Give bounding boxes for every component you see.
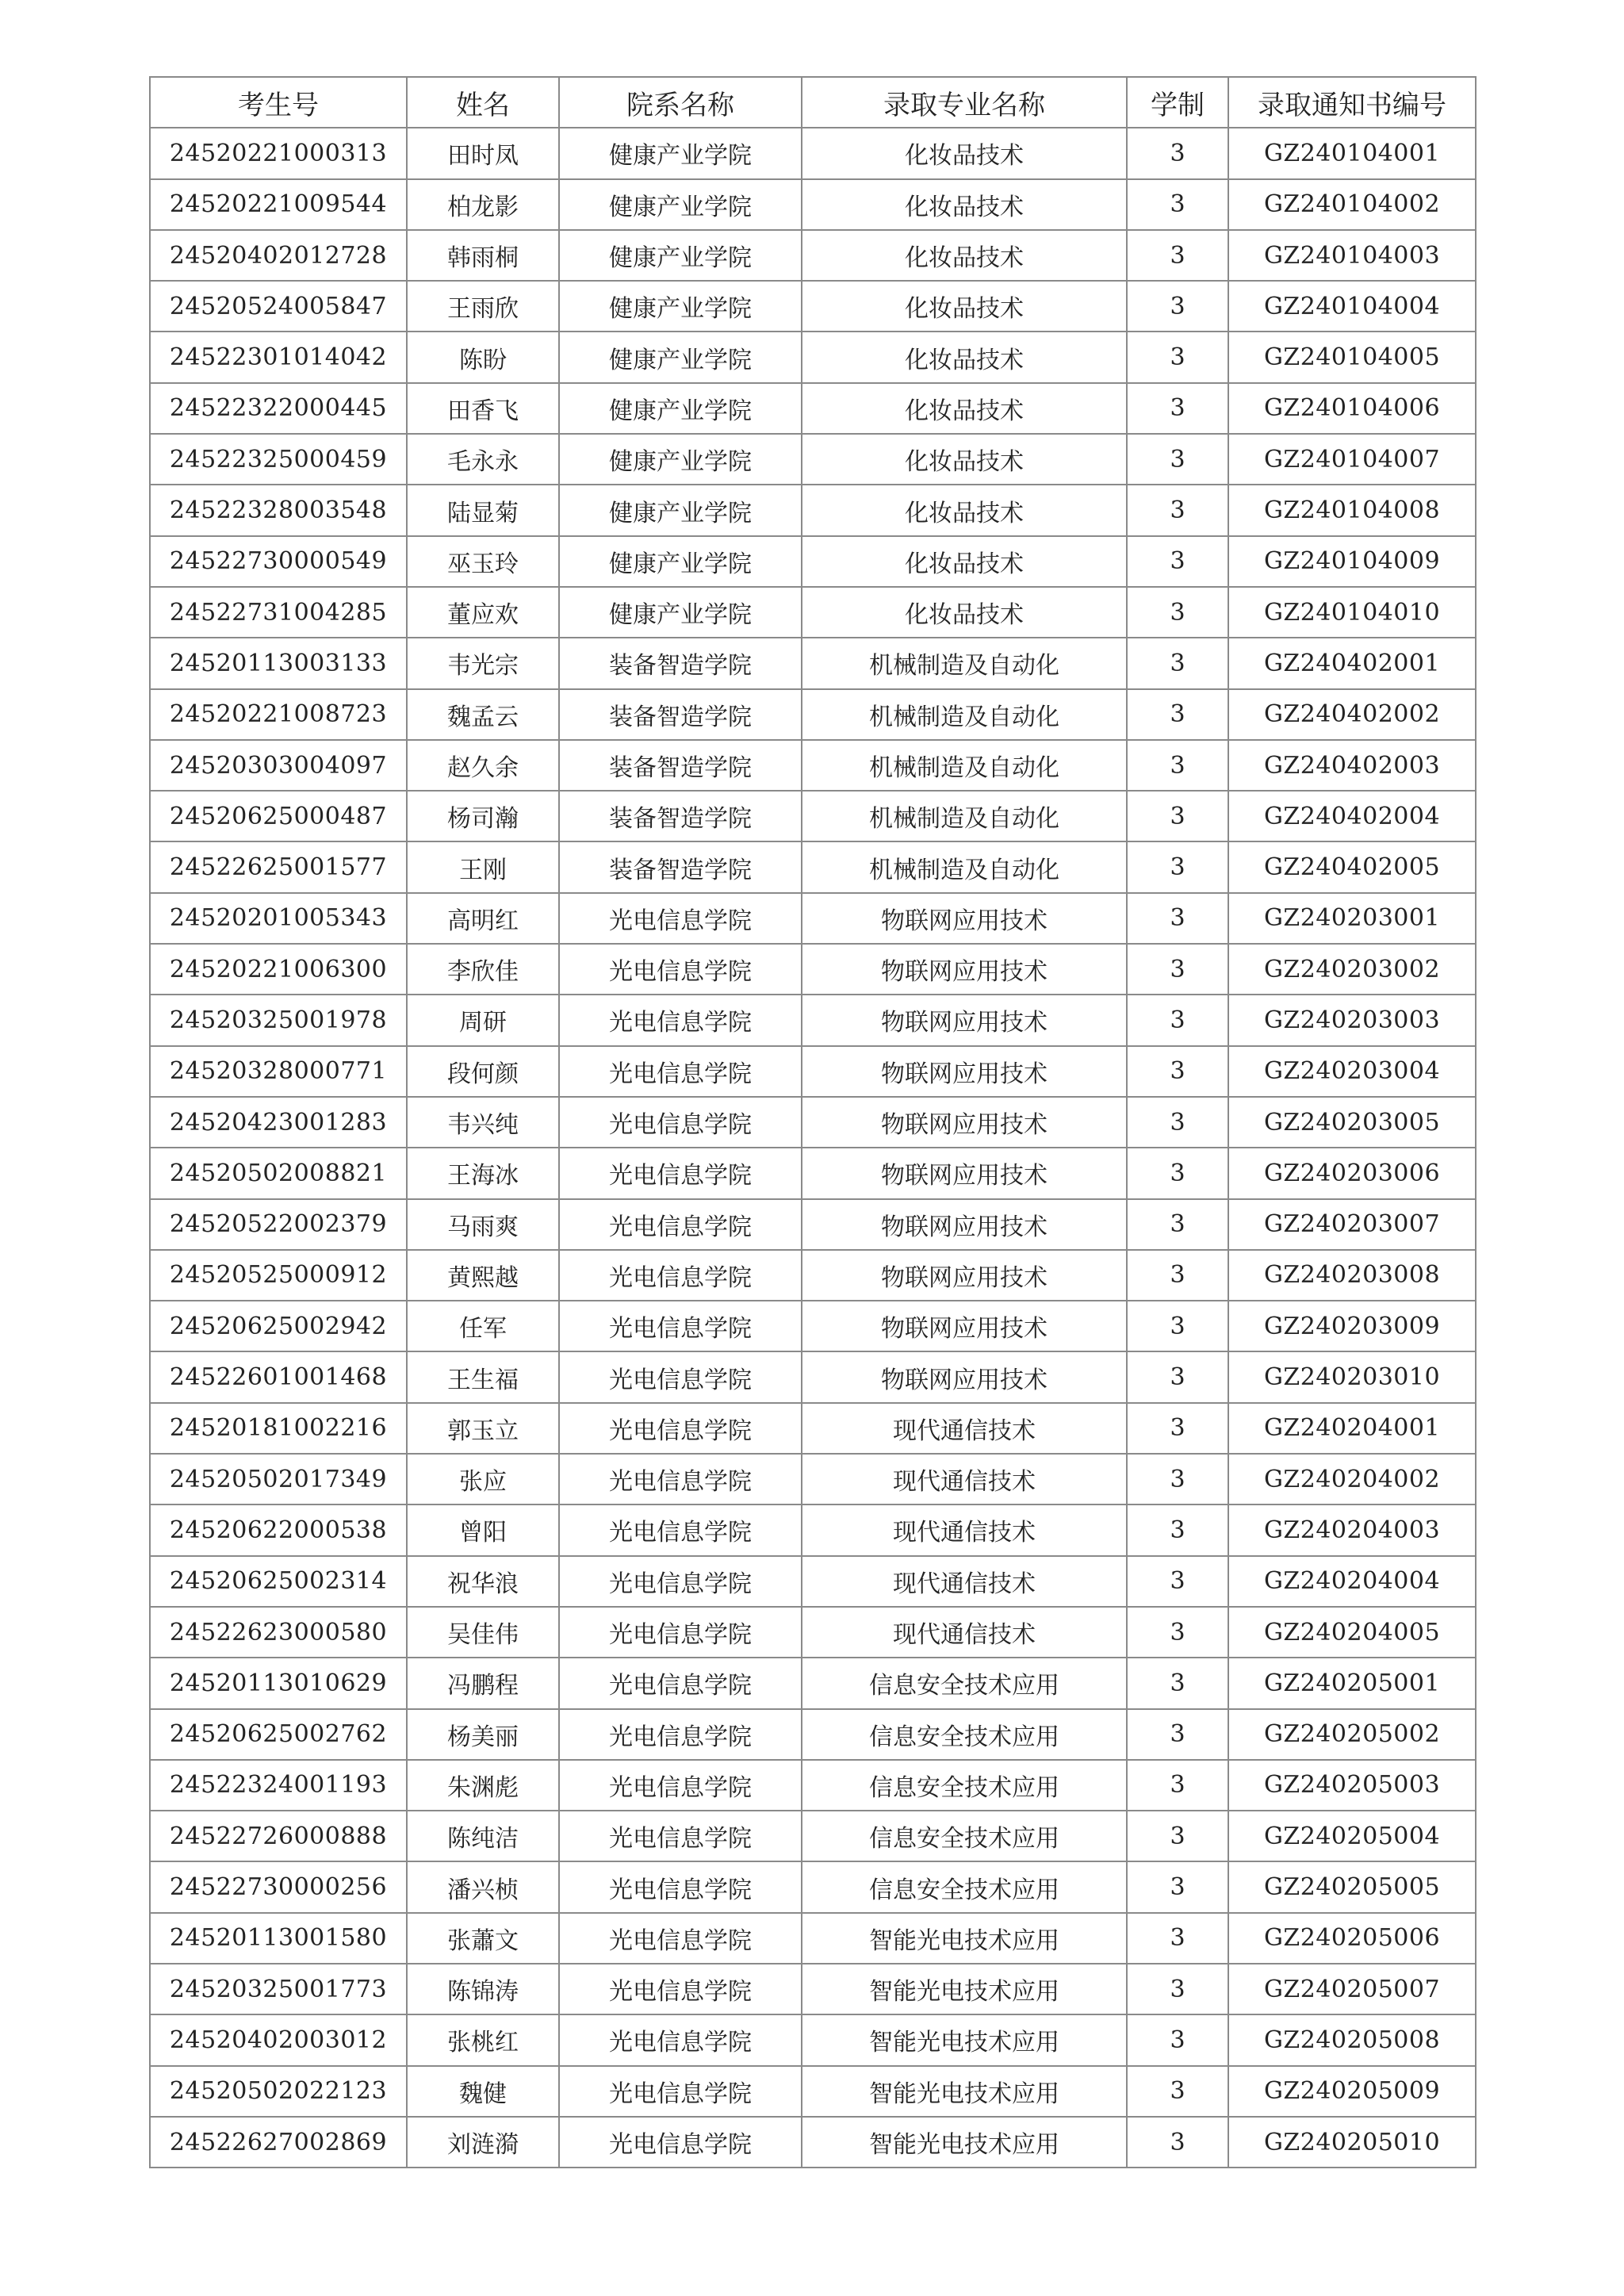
cell-notice-number: GZ240205001 (1228, 1658, 1476, 1708)
cell-name: 柏龙影 (407, 179, 559, 230)
table-row (150, 944, 1476, 995)
cell-exam-number: 24520328000771 (150, 1046, 407, 1097)
cell-college: 光电信息学院 (559, 1250, 802, 1301)
cell-notice-number: GZ240204003 (1228, 1504, 1476, 1555)
cell-college: 装备智造学院 (559, 740, 802, 791)
cell-duration: 3 (1127, 1861, 1228, 1912)
cell-major: 现代通信技术 (802, 1403, 1127, 1454)
cell-name: 吴佳伟 (407, 1607, 559, 1658)
cell-notice-number: GZ240104010 (1228, 587, 1476, 638)
cell-major: 化妆品技术 (802, 128, 1127, 178)
table-header-row (150, 77, 1476, 128)
cell-duration: 3 (1127, 2117, 1228, 2168)
cell-name: 张蕭文 (407, 1913, 559, 1964)
admission-roster-page (149, 76, 1475, 2168)
cell-name: 赵久余 (407, 740, 559, 791)
cell-college: 装备智造学院 (559, 791, 802, 841)
cell-name: 韦光宗 (407, 638, 559, 688)
cell-major: 物联网应用技术 (802, 1097, 1127, 1148)
cell-major: 现代通信技术 (802, 1556, 1127, 1607)
cell-exam-number: 24520221008723 (150, 689, 407, 740)
table-body (150, 128, 1476, 2168)
cell-duration: 3 (1127, 1658, 1228, 1708)
cell-exam-number: 24522625001577 (150, 841, 407, 892)
cell-college: 光电信息学院 (559, 944, 802, 995)
cell-major: 现代通信技术 (802, 1454, 1127, 1504)
cell-college: 健康产业学院 (559, 383, 802, 434)
table-row (150, 1913, 1476, 1964)
cell-notice-number: GZ240203001 (1228, 893, 1476, 944)
cell-exam-number: 24522325000459 (150, 434, 407, 485)
cell-major: 信息安全技术应用 (802, 1861, 1127, 1912)
cell-notice-number: GZ240104002 (1228, 179, 1476, 230)
cell-major: 机械制造及自动化 (802, 841, 1127, 892)
cell-exam-number: 24520502022123 (150, 2066, 407, 2117)
cell-name: 韦兴纯 (407, 1097, 559, 1148)
cell-duration: 3 (1127, 1301, 1228, 1351)
table-row (150, 230, 1476, 281)
table-row (150, 1301, 1476, 1351)
cell-exam-number: 24520625000487 (150, 791, 407, 841)
cell-name: 陈纯洁 (407, 1811, 559, 1861)
cell-college: 健康产业学院 (559, 536, 802, 587)
table-row (150, 1148, 1476, 1198)
cell-duration: 3 (1127, 485, 1228, 535)
cell-name: 魏健 (407, 2066, 559, 2117)
cell-notice-number: GZ240204004 (1228, 1556, 1476, 1607)
cell-duration: 3 (1127, 638, 1228, 688)
cell-name: 杨司瀚 (407, 791, 559, 841)
cell-name: 马雨爽 (407, 1199, 559, 1250)
cell-duration: 3 (1127, 1709, 1228, 1760)
cell-notice-number: GZ240402001 (1228, 638, 1476, 688)
cell-college: 光电信息学院 (559, 2014, 802, 2065)
cell-name: 朱渊彪 (407, 1760, 559, 1811)
cell-exam-number: 24522601001468 (150, 1351, 407, 1402)
cell-notice-number: GZ240402005 (1228, 841, 1476, 892)
cell-major: 化妆品技术 (802, 179, 1127, 230)
cell-duration: 3 (1127, 1351, 1228, 1402)
table-row (150, 689, 1476, 740)
cell-major: 信息安全技术应用 (802, 1811, 1127, 1861)
table-row (150, 1709, 1476, 1760)
table-row (150, 1811, 1476, 1861)
table-row (150, 1454, 1476, 1504)
admission-roster-table (149, 76, 1477, 2168)
cell-duration: 3 (1127, 179, 1228, 230)
cell-college: 光电信息学院 (559, 1913, 802, 1964)
cell-exam-number: 24520402003012 (150, 2014, 407, 2065)
cell-notice-number: GZ240204005 (1228, 1607, 1476, 1658)
cell-name: 潘兴桢 (407, 1861, 559, 1912)
table-row (150, 740, 1476, 791)
table-row (150, 841, 1476, 892)
header-major: 录取专业名称 (802, 77, 1127, 128)
table-row (150, 1097, 1476, 1148)
cell-major: 物联网应用技术 (802, 1046, 1127, 1097)
cell-name: 冯鹏程 (407, 1658, 559, 1708)
cell-name: 郭玉立 (407, 1403, 559, 1454)
cell-major: 物联网应用技术 (802, 1301, 1127, 1351)
cell-name: 高明红 (407, 893, 559, 944)
cell-exam-number: 24520525000912 (150, 1250, 407, 1301)
cell-major: 化妆品技术 (802, 281, 1127, 332)
cell-major: 智能光电技术应用 (802, 2066, 1127, 2117)
cell-duration: 3 (1127, 1403, 1228, 1454)
cell-major: 信息安全技术应用 (802, 1658, 1127, 1708)
cell-duration: 3 (1127, 841, 1228, 892)
table-row (150, 281, 1476, 332)
table-row (150, 1250, 1476, 1301)
header-notice-number: 录取通知书编号 (1228, 77, 1476, 128)
cell-major: 现代通信技术 (802, 1504, 1127, 1555)
cell-duration: 3 (1127, 1964, 1228, 2014)
cell-notice-number: GZ240205008 (1228, 2014, 1476, 2065)
cell-notice-number: GZ240402003 (1228, 740, 1476, 791)
header-college: 院系名称 (559, 77, 802, 128)
cell-notice-number: GZ240205006 (1228, 1913, 1476, 1964)
cell-notice-number: GZ240205002 (1228, 1709, 1476, 1760)
cell-major: 机械制造及自动化 (802, 791, 1127, 841)
cell-exam-number: 24520325001978 (150, 995, 407, 1045)
cell-major: 智能光电技术应用 (802, 1913, 1127, 1964)
table-row (150, 638, 1476, 688)
cell-notice-number: GZ240203002 (1228, 944, 1476, 995)
cell-duration: 3 (1127, 2014, 1228, 2065)
cell-name: 段何颜 (407, 1046, 559, 1097)
cell-name: 王雨欣 (407, 281, 559, 332)
table-row (150, 434, 1476, 485)
table-row (150, 1556, 1476, 1607)
cell-college: 光电信息学院 (559, 1403, 802, 1454)
cell-college: 光电信息学院 (559, 1811, 802, 1861)
cell-college: 健康产业学院 (559, 332, 802, 382)
cell-major: 物联网应用技术 (802, 1351, 1127, 1402)
cell-college: 健康产业学院 (559, 587, 802, 638)
cell-college: 光电信息学院 (559, 1556, 802, 1607)
cell-major: 物联网应用技术 (802, 995, 1127, 1045)
cell-name: 王海冰 (407, 1148, 559, 1198)
cell-exam-number: 24520221000313 (150, 128, 407, 178)
cell-notice-number: GZ240205010 (1228, 2117, 1476, 2168)
table-row (150, 179, 1476, 230)
cell-exam-number: 24520625002314 (150, 1556, 407, 1607)
table-row (150, 485, 1476, 535)
cell-notice-number: GZ240104004 (1228, 281, 1476, 332)
table-row (150, 128, 1476, 178)
cell-exam-number: 24520625002942 (150, 1301, 407, 1351)
cell-duration: 3 (1127, 1199, 1228, 1250)
cell-notice-number: GZ240402004 (1228, 791, 1476, 841)
cell-exam-number: 24520221009544 (150, 179, 407, 230)
table-row (150, 587, 1476, 638)
cell-major: 智能光电技术应用 (802, 2014, 1127, 2065)
cell-exam-number: 24522301014042 (150, 332, 407, 382)
table-row (150, 995, 1476, 1045)
cell-name: 杨美丽 (407, 1709, 559, 1760)
cell-exam-number: 24520622000538 (150, 1504, 407, 1555)
cell-major: 智能光电技术应用 (802, 2117, 1127, 2168)
cell-college: 装备智造学院 (559, 689, 802, 740)
cell-major: 信息安全技术应用 (802, 1709, 1127, 1760)
cell-exam-number: 24522322000445 (150, 383, 407, 434)
cell-college: 光电信息学院 (559, 1607, 802, 1658)
cell-college: 光电信息学院 (559, 1504, 802, 1555)
cell-college: 装备智造学院 (559, 638, 802, 688)
cell-exam-number: 24520303004097 (150, 740, 407, 791)
cell-name: 祝华浪 (407, 1556, 559, 1607)
cell-college: 健康产业学院 (559, 434, 802, 485)
cell-college: 光电信息学院 (559, 1097, 802, 1148)
cell-exam-number: 24520221006300 (150, 944, 407, 995)
cell-notice-number: GZ240104003 (1228, 230, 1476, 281)
cell-college: 光电信息学院 (559, 2117, 802, 2168)
cell-major: 机械制造及自动化 (802, 689, 1127, 740)
cell-duration: 3 (1127, 689, 1228, 740)
cell-name: 陈锦涛 (407, 1964, 559, 2014)
cell-duration: 3 (1127, 1811, 1228, 1861)
cell-major: 化妆品技术 (802, 383, 1127, 434)
cell-duration: 3 (1127, 1250, 1228, 1301)
cell-name: 张应 (407, 1454, 559, 1504)
table-row (150, 332, 1476, 382)
cell-duration: 3 (1127, 1148, 1228, 1198)
cell-major: 化妆品技术 (802, 230, 1127, 281)
cell-college: 光电信息学院 (559, 1454, 802, 1504)
cell-college: 光电信息学院 (559, 2066, 802, 2117)
cell-notice-number: GZ240204002 (1228, 1454, 1476, 1504)
cell-major: 物联网应用技术 (802, 944, 1127, 995)
cell-college: 光电信息学院 (559, 1658, 802, 1708)
cell-exam-number: 24520201005343 (150, 893, 407, 944)
table-row (150, 383, 1476, 434)
cell-exam-number: 24520402012728 (150, 230, 407, 281)
cell-notice-number: GZ240203003 (1228, 995, 1476, 1045)
cell-duration: 3 (1127, 1046, 1228, 1097)
cell-name: 田香飞 (407, 383, 559, 434)
cell-notice-number: GZ240104008 (1228, 485, 1476, 535)
table-row (150, 1046, 1476, 1097)
cell-major: 机械制造及自动化 (802, 740, 1127, 791)
cell-college: 光电信息学院 (559, 1199, 802, 1250)
cell-exam-number: 24522324001193 (150, 1760, 407, 1811)
cell-major: 化妆品技术 (802, 536, 1127, 587)
cell-college: 光电信息学院 (559, 995, 802, 1045)
cell-exam-number: 24522726000888 (150, 1811, 407, 1861)
cell-notice-number: GZ240104007 (1228, 434, 1476, 485)
cell-notice-number: GZ240104006 (1228, 383, 1476, 434)
cell-notice-number: GZ240104001 (1228, 128, 1476, 178)
table-row (150, 2014, 1476, 2065)
cell-college: 光电信息学院 (559, 1964, 802, 2014)
cell-notice-number: GZ240203006 (1228, 1148, 1476, 1198)
cell-duration: 3 (1127, 995, 1228, 1045)
cell-name: 李欣佳 (407, 944, 559, 995)
cell-name: 毛永永 (407, 434, 559, 485)
cell-notice-number: GZ240205005 (1228, 1861, 1476, 1912)
cell-notice-number: GZ240203008 (1228, 1250, 1476, 1301)
cell-exam-number: 24520113003133 (150, 638, 407, 688)
cell-name: 王生福 (407, 1351, 559, 1402)
cell-major: 化妆品技术 (802, 434, 1127, 485)
cell-exam-number: 24520502017349 (150, 1454, 407, 1504)
cell-duration: 3 (1127, 230, 1228, 281)
cell-college: 光电信息学院 (559, 1709, 802, 1760)
table-row (150, 1861, 1476, 1912)
cell-exam-number: 24522730000549 (150, 536, 407, 587)
cell-duration: 3 (1127, 791, 1228, 841)
cell-major: 信息安全技术应用 (802, 1760, 1127, 1811)
cell-college: 光电信息学院 (559, 1301, 802, 1351)
cell-notice-number: GZ240203009 (1228, 1301, 1476, 1351)
cell-major: 物联网应用技术 (802, 1199, 1127, 1250)
cell-notice-number: GZ240203004 (1228, 1046, 1476, 1097)
cell-name: 韩雨桐 (407, 230, 559, 281)
cell-notice-number: GZ240203007 (1228, 1199, 1476, 1250)
cell-notice-number: GZ240204001 (1228, 1403, 1476, 1454)
table-row (150, 1607, 1476, 1658)
table-row (150, 893, 1476, 944)
cell-name: 张桃红 (407, 2014, 559, 2065)
table-row (150, 1760, 1476, 1811)
cell-name: 魏孟云 (407, 689, 559, 740)
cell-college: 光电信息学院 (559, 1046, 802, 1097)
cell-college: 装备智造学院 (559, 841, 802, 892)
cell-college: 光电信息学院 (559, 893, 802, 944)
cell-exam-number: 24522731004285 (150, 587, 407, 638)
cell-college: 健康产业学院 (559, 230, 802, 281)
table-row (150, 2066, 1476, 2117)
cell-duration: 3 (1127, 434, 1228, 485)
cell-exam-number: 24522623000580 (150, 1607, 407, 1658)
cell-college: 健康产业学院 (559, 128, 802, 178)
table-row (150, 791, 1476, 841)
cell-major: 机械制造及自动化 (802, 638, 1127, 688)
table-row (150, 1351, 1476, 1402)
cell-exam-number: 24520181002216 (150, 1403, 407, 1454)
table-row (150, 1403, 1476, 1454)
cell-major: 物联网应用技术 (802, 1148, 1127, 1198)
cell-college: 健康产业学院 (559, 179, 802, 230)
cell-notice-number: GZ240205007 (1228, 1964, 1476, 2014)
cell-notice-number: GZ240205003 (1228, 1760, 1476, 1811)
table-row (150, 2117, 1476, 2168)
cell-name: 曾阳 (407, 1504, 559, 1555)
cell-duration: 3 (1127, 1556, 1228, 1607)
cell-exam-number: 24520502008821 (150, 1148, 407, 1198)
cell-name: 任军 (407, 1301, 559, 1351)
cell-exam-number: 24522730000256 (150, 1861, 407, 1912)
cell-exam-number: 24522328003548 (150, 485, 407, 535)
cell-notice-number: GZ240402002 (1228, 689, 1476, 740)
cell-duration: 3 (1127, 2066, 1228, 2117)
cell-duration: 3 (1127, 332, 1228, 382)
cell-duration: 3 (1127, 1760, 1228, 1811)
cell-notice-number: GZ240104005 (1228, 332, 1476, 382)
cell-duration: 3 (1127, 893, 1228, 944)
cell-name: 陈盼 (407, 332, 559, 382)
table-row (150, 1504, 1476, 1555)
cell-exam-number: 24520522002379 (150, 1199, 407, 1250)
cell-name: 刘涟漪 (407, 2117, 559, 2168)
cell-name: 董应欢 (407, 587, 559, 638)
cell-major: 智能光电技术应用 (802, 1964, 1127, 2014)
cell-major: 化妆品技术 (802, 587, 1127, 638)
cell-duration: 3 (1127, 536, 1228, 587)
cell-college: 光电信息学院 (559, 1148, 802, 1198)
cell-duration: 3 (1127, 1607, 1228, 1658)
cell-notice-number: GZ240203005 (1228, 1097, 1476, 1148)
cell-name: 陆显菊 (407, 485, 559, 535)
table-row (150, 1964, 1476, 2014)
cell-major: 现代通信技术 (802, 1607, 1127, 1658)
cell-duration: 3 (1127, 1454, 1228, 1504)
cell-major: 物联网应用技术 (802, 1250, 1127, 1301)
cell-name: 周研 (407, 995, 559, 1045)
header-exam-number: 考生号 (150, 77, 407, 128)
cell-college: 光电信息学院 (559, 1351, 802, 1402)
cell-exam-number: 24522627002869 (150, 2117, 407, 2168)
cell-notice-number: GZ240205009 (1228, 2066, 1476, 2117)
cell-duration: 3 (1127, 1913, 1228, 1964)
cell-exam-number: 24520325001773 (150, 1964, 407, 2014)
cell-name: 田时凤 (407, 128, 559, 178)
cell-major: 化妆品技术 (802, 332, 1127, 382)
cell-duration: 3 (1127, 128, 1228, 178)
cell-duration: 3 (1127, 740, 1228, 791)
cell-duration: 3 (1127, 383, 1228, 434)
header-name: 姓名 (407, 77, 559, 128)
cell-duration: 3 (1127, 587, 1228, 638)
cell-duration: 3 (1127, 1504, 1228, 1555)
cell-name: 巫玉玲 (407, 536, 559, 587)
cell-exam-number: 24520625002762 (150, 1709, 407, 1760)
cell-college: 健康产业学院 (559, 281, 802, 332)
cell-college: 光电信息学院 (559, 1760, 802, 1811)
header-duration: 学制 (1127, 77, 1228, 128)
cell-duration: 3 (1127, 281, 1228, 332)
cell-exam-number: 24520113010629 (150, 1658, 407, 1708)
table-row (150, 1199, 1476, 1250)
cell-major: 化妆品技术 (802, 485, 1127, 535)
cell-duration: 3 (1127, 1097, 1228, 1148)
cell-name: 王刚 (407, 841, 559, 892)
cell-college: 光电信息学院 (559, 1861, 802, 1912)
cell-notice-number: GZ240205004 (1228, 1811, 1476, 1861)
table-row (150, 536, 1476, 587)
cell-major: 物联网应用技术 (802, 893, 1127, 944)
cell-notice-number: GZ240203010 (1228, 1351, 1476, 1402)
table-row (150, 1658, 1476, 1708)
cell-name: 黄熙越 (407, 1250, 559, 1301)
cell-exam-number: 24520423001283 (150, 1097, 407, 1148)
cell-college: 健康产业学院 (559, 485, 802, 535)
cell-notice-number: GZ240104009 (1228, 536, 1476, 587)
cell-duration: 3 (1127, 944, 1228, 995)
cell-exam-number: 24520524005847 (150, 281, 407, 332)
cell-exam-number: 24520113001580 (150, 1913, 407, 1964)
